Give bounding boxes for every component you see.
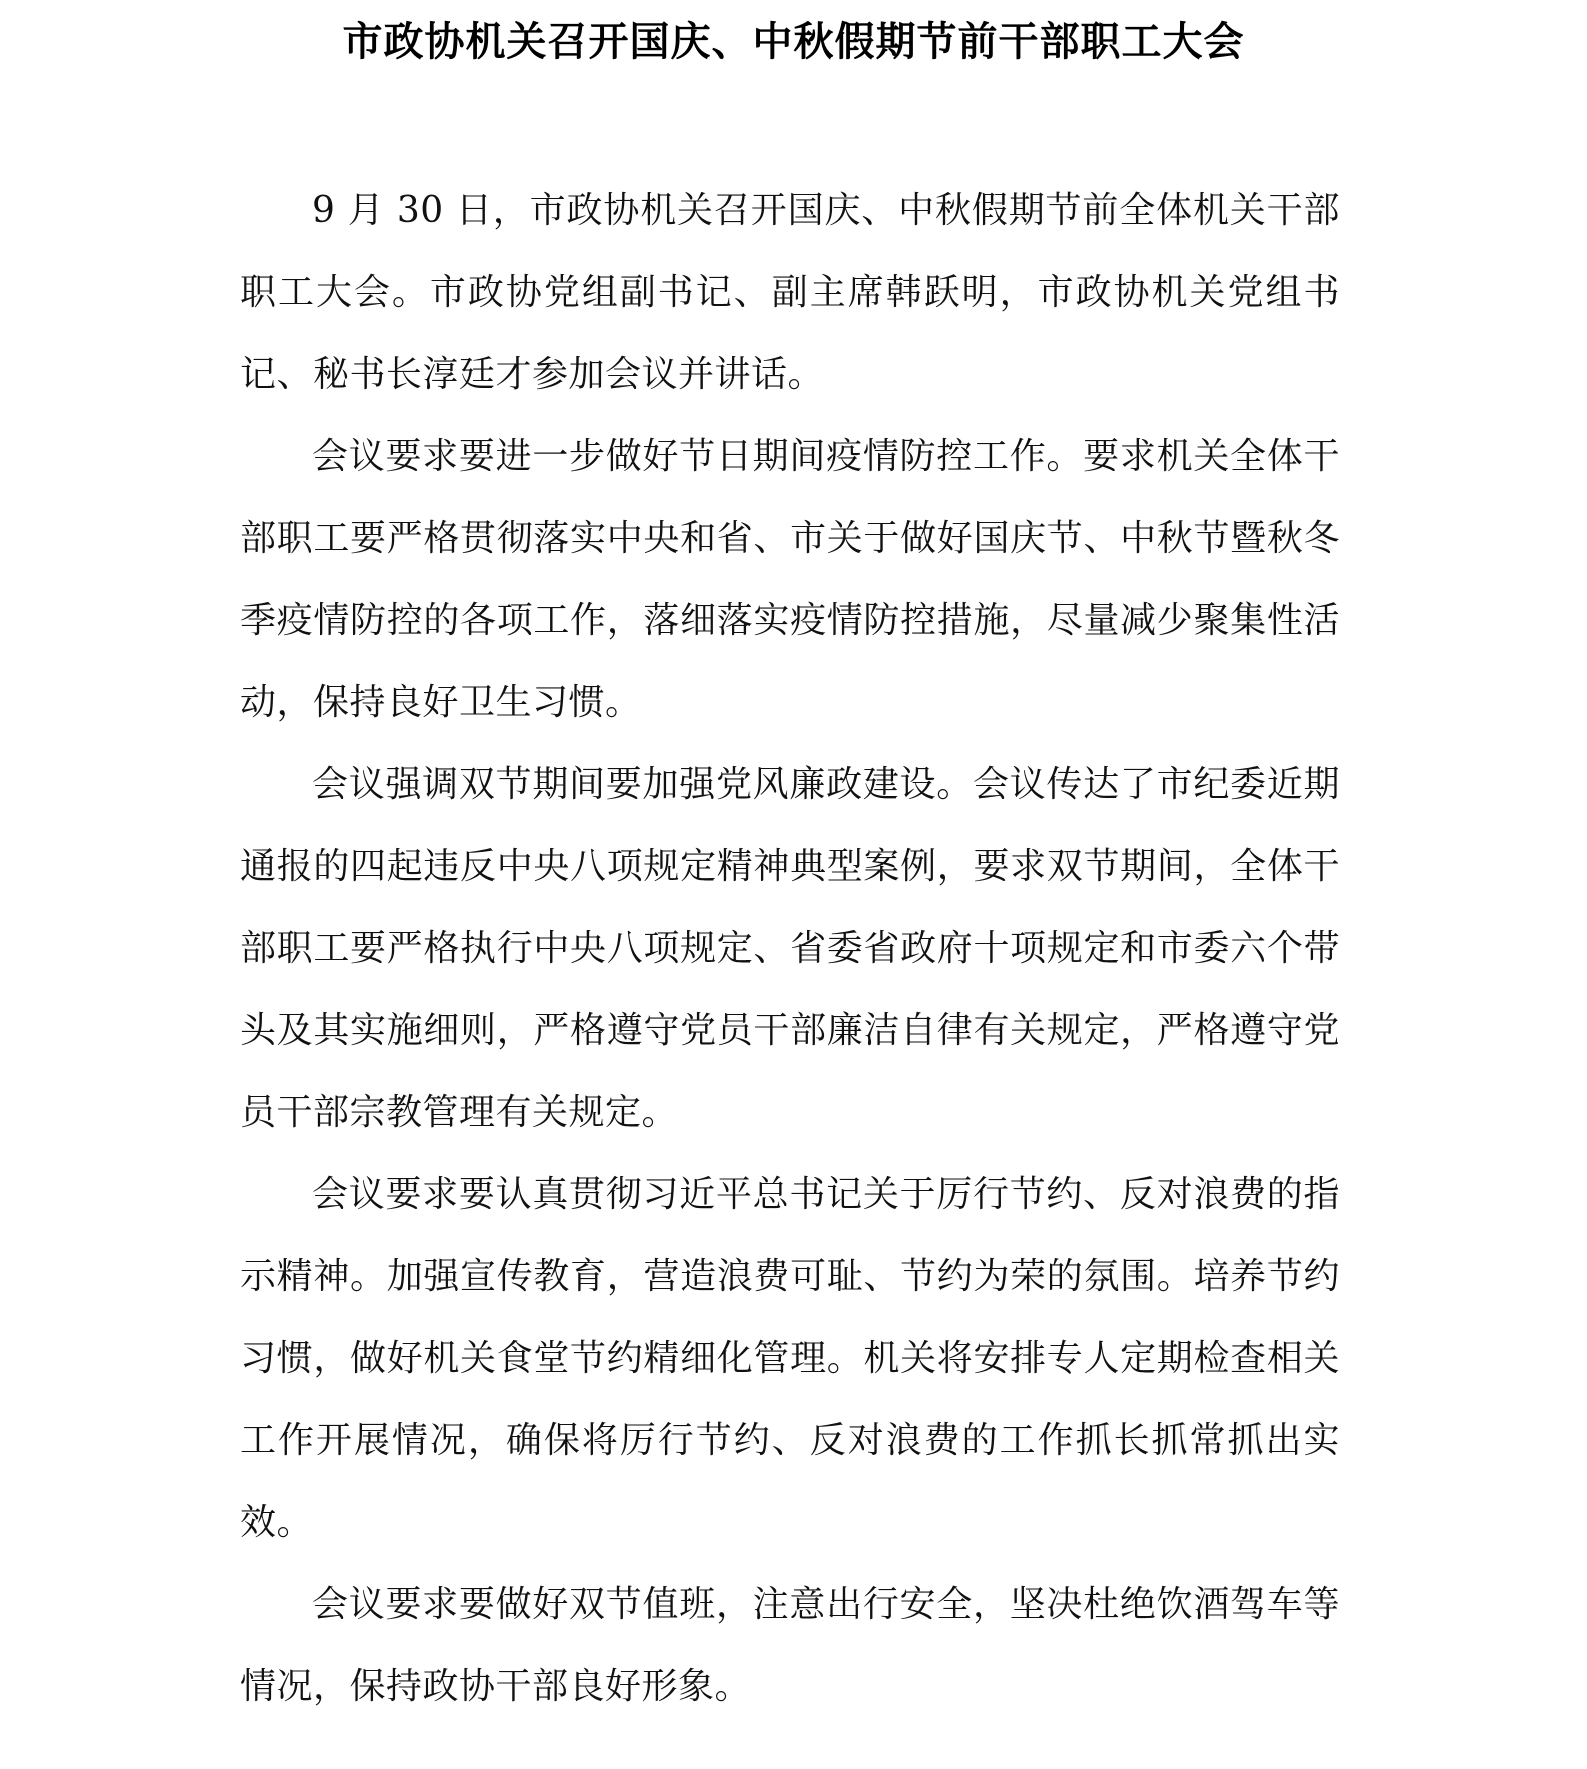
paragraph-5: 会议要求要做好双节值班，注意出行安全，坚决杜绝饮酒驾车等情况，保持政协干部良好形象。 xyxy=(240,1584,1340,1707)
article-body xyxy=(240,170,1340,1728)
document-title: 市政协机关召开国庆、中秋假期节前干部职工大会 xyxy=(342,18,1245,65)
paragraph-4: 会议要求要认真贯彻习近平总书记关于厉行节约、反对浪费的指示精神。加强宣传教育，营造浪费可耻、节约为荣的氛围。培养节约习惯，做好机关食堂节约精细化管理。机关将安排专人定期检查相关工作开展情况，确保将厉行节约、反对浪费的工作抓长抓常抓出实效。 xyxy=(240,1174,1340,1543)
paragraph-1: 9 月 30 日，市政协机关召开国庆、中秋假期节前全体机关干部职工大会。市政协党组副书记、副主席韩跃明，市政协机关党组书记、秘书长淳廷才参加会议并讲话。 xyxy=(240,190,1340,395)
paragraph-2: 会议要求要进一步做好节日期间疫情防控工作。要求机关全体干部职工要严格贯彻落实中央和省、市关于做好国庆节、中秋节暨秋冬季疫情防控的各项工作，落细落实疫情防控措施，尽量减少聚集性活动，保持良好卫生习惯。 xyxy=(240,436,1340,723)
paragraph-3: 会议强调双节期间要加强党风廉政建设。会议传达了市纪委近期通报的四起违反中央八项规定精神典型案例，要求双节期间，全体干部职工要严格执行中央八项规定、省委省政府十项规定和市委六个带头及其实施细则，严格遵守党员干部廉洁自律有关规定，严格遵守党员干部宗教管理有关规定。 xyxy=(240,764,1340,1133)
